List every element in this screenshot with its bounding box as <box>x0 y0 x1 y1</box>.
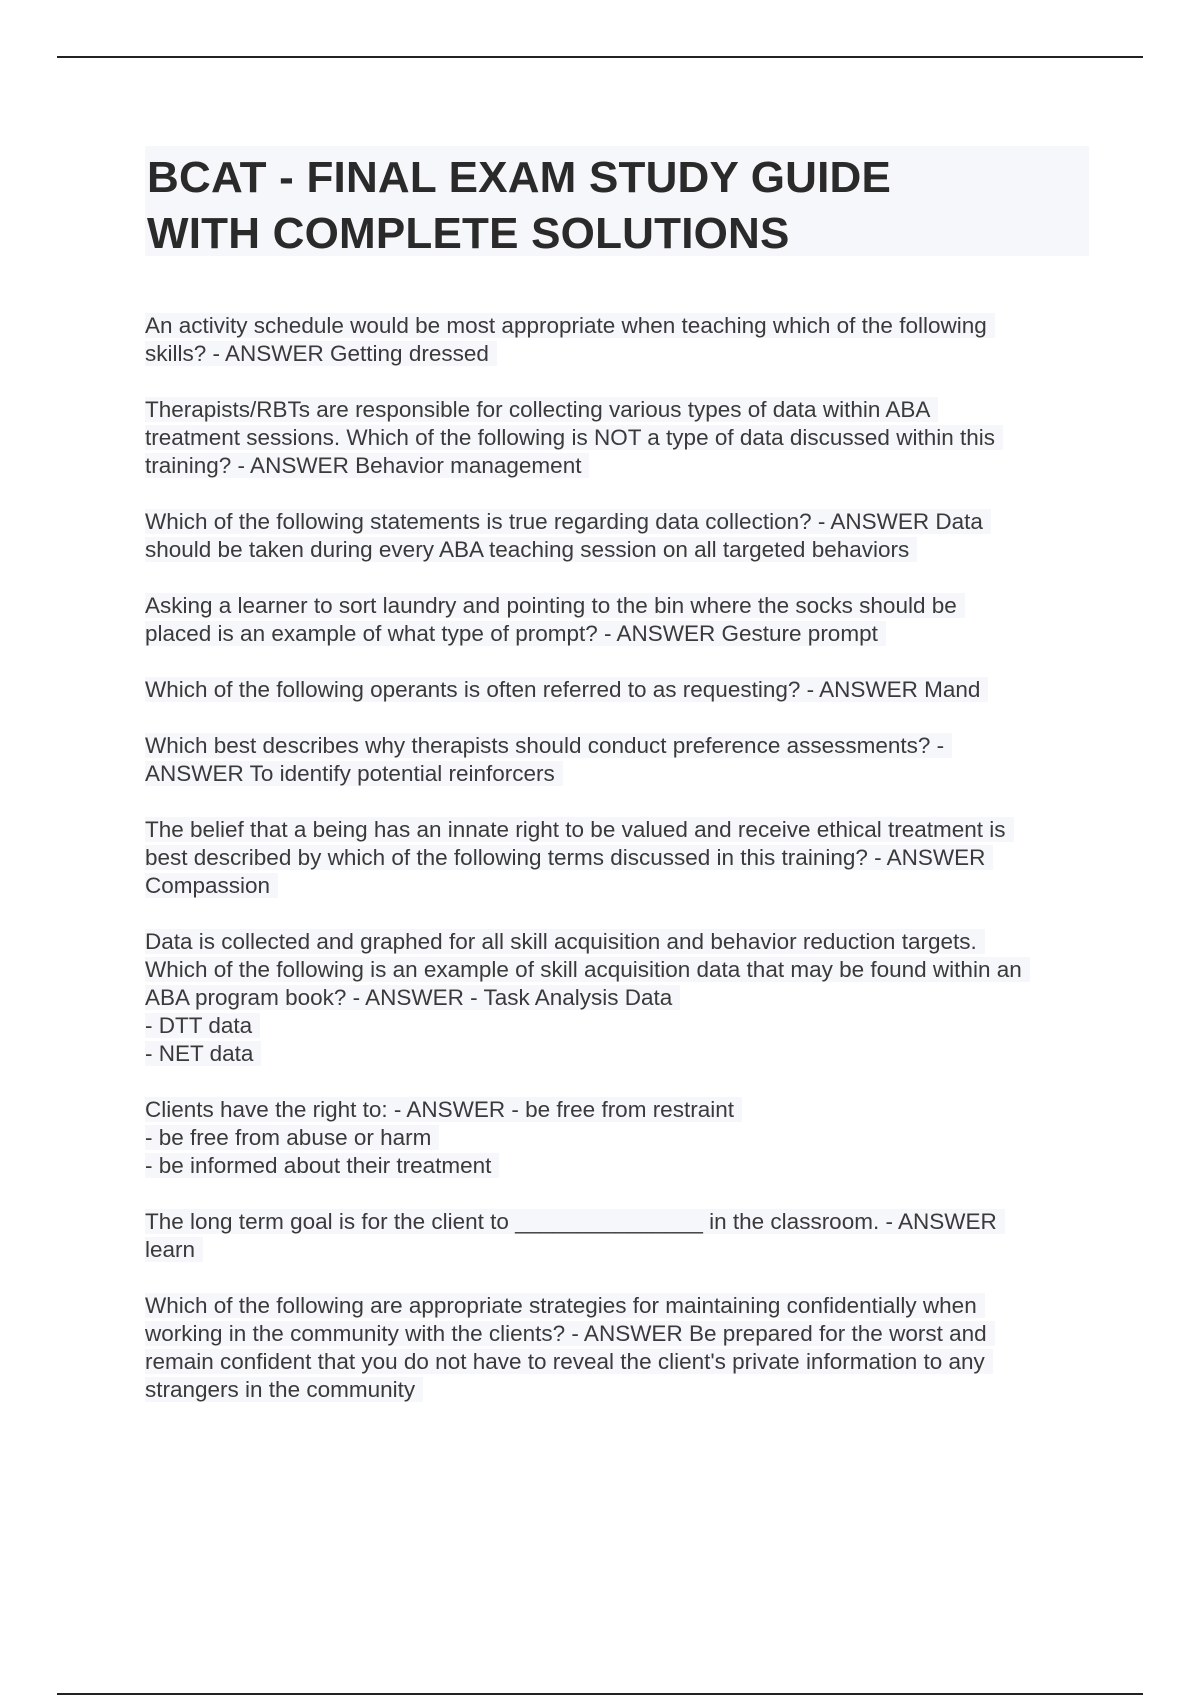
qa-line <box>145 424 1095 452</box>
bottom-divider <box>57 1693 1143 1695</box>
qa-text: working in the community with the clients? - ANSWER Be prepared for the worst and <box>145 1321 995 1346</box>
qa-line <box>145 340 1095 368</box>
qa-text: strangers in the community <box>145 1377 423 1402</box>
qa-text: - be informed about their treatment <box>145 1153 499 1178</box>
qa-item <box>145 1208 1095 1264</box>
qa-line <box>145 1236 1095 1264</box>
qa-line <box>145 620 1095 648</box>
qa-line <box>145 396 1095 424</box>
qa-item <box>145 816 1095 900</box>
qa-text: Therapists/RBTs are responsible for collecting various types of data within ABA <box>145 397 938 422</box>
qa-item <box>145 1096 1095 1180</box>
qa-text: Asking a learner to sort laundry and pointing to the bin where the socks should be <box>145 593 965 618</box>
qa-text: ABA program book? - ANSWER - Task Analysis Data <box>145 985 680 1010</box>
qa-line <box>145 984 1095 1012</box>
qa-line <box>145 760 1095 788</box>
qa-line <box>145 452 1095 480</box>
qa-text: treatment sessions. Which of the following is NOT a type of data discussed within this <box>145 425 1003 450</box>
qa-line <box>145 1124 1095 1152</box>
qa-line <box>145 732 1095 760</box>
qa-line <box>145 872 1095 900</box>
qa-text: - NET data <box>145 1041 261 1066</box>
qa-line <box>145 1152 1095 1180</box>
qa-item <box>145 676 1095 704</box>
qa-text: - DTT data <box>145 1013 260 1038</box>
qa-list <box>145 312 1095 1432</box>
qa-line <box>145 508 1095 536</box>
qa-text: The belief that a being has an innate right to be valued and receive ethical treatment is <box>145 817 1014 842</box>
document-title <box>145 146 1089 256</box>
qa-line <box>145 816 1095 844</box>
qa-item <box>145 1292 1095 1404</box>
qa-line <box>145 312 1095 340</box>
qa-line <box>145 676 1095 704</box>
qa-line <box>145 1348 1095 1376</box>
qa-text: should be taken during every ABA teaching session on all targeted behaviors <box>145 537 917 562</box>
qa-text: learn <box>145 1237 203 1262</box>
qa-text: Compassion <box>145 873 278 898</box>
qa-line <box>145 1096 1095 1124</box>
qa-text: Which of the following operants is often referred to as requesting? - ANSWER Mand <box>145 677 988 702</box>
qa-line <box>145 592 1095 620</box>
qa-item <box>145 312 1095 368</box>
qa-text: best described by which of the following terms discussed in this training? - ANSWER <box>145 845 993 870</box>
qa-text: ANSWER To identify potential reinforcers <box>145 761 563 786</box>
qa-text: Which of the following is an example of skill acquisition data that may be found within an <box>145 957 1030 982</box>
qa-item <box>145 592 1095 648</box>
qa-text: Which best describes why therapists should conduct preference assessments? - <box>145 733 952 758</box>
qa-text: Data is collected and graphed for all skill acquisition and behavior reduction targets. <box>145 929 985 954</box>
qa-text: An activity schedule would be most appropriate when teaching which of the following <box>145 313 995 338</box>
qa-line <box>145 1292 1095 1320</box>
qa-text: remain confident that you do not have to reveal the client's private information to any <box>145 1349 993 1374</box>
qa-item <box>145 508 1095 564</box>
title-line-2: WITH COMPLETE SOLUTIONS <box>147 209 790 258</box>
qa-line <box>145 1376 1095 1404</box>
top-divider <box>57 56 1143 58</box>
qa-line <box>145 928 1095 956</box>
qa-text: training? - ANSWER Behavior management <box>145 453 589 478</box>
qa-item <box>145 396 1095 480</box>
qa-text: Which of the following statements is true regarding data collection? - ANSWER Data <box>145 509 991 534</box>
title-line-1: BCAT - FINAL EXAM STUDY GUIDE <box>147 153 892 202</box>
qa-line <box>145 1320 1095 1348</box>
qa-line <box>145 1012 1095 1040</box>
qa-line <box>145 844 1095 872</box>
qa-text: Clients have the right to: - ANSWER - be free from restraint <box>145 1097 742 1122</box>
qa-line <box>145 1208 1095 1236</box>
qa-text: Which of the following are appropriate strategies for maintaining confidentially when <box>145 1293 985 1318</box>
qa-line <box>145 956 1095 984</box>
qa-line <box>145 536 1095 564</box>
qa-item <box>145 732 1095 788</box>
qa-text: skills? - ANSWER Getting dressed <box>145 341 497 366</box>
qa-text: placed is an example of what type of prompt? - ANSWER Gesture prompt <box>145 621 886 646</box>
qa-line <box>145 1040 1095 1068</box>
qa-item <box>145 928 1095 1068</box>
qa-text: The long term goal is for the client to _______________ in the classroom. - ANSWER <box>145 1209 1005 1234</box>
qa-text: - be free from abuse or harm <box>145 1125 439 1150</box>
